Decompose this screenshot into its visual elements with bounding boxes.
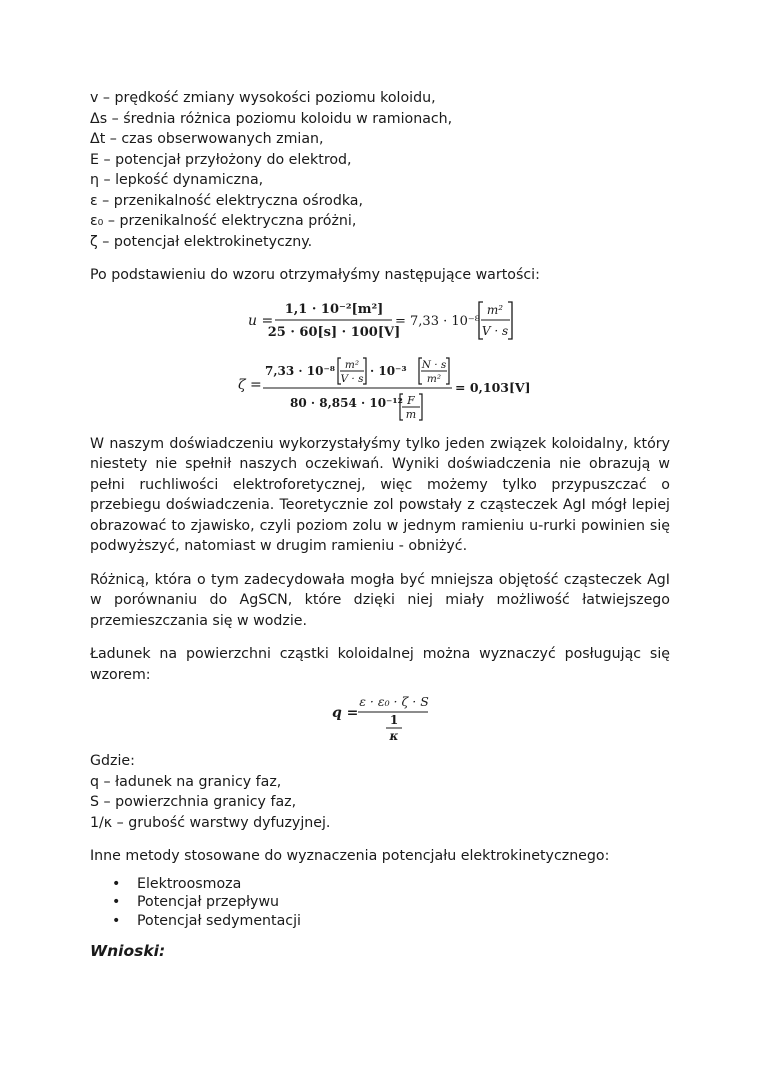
paragraph-difference: Różnicą, która o tym zadecydowała mogła być mniejsza objętość cząsteczek AgI w porównaniu do AgSCN, które dzięki niej miały możliwość łatwiejszego przemieszczania się w wodzie. (90, 571, 670, 629)
legend-item-v: v – prędkość zmiany wysokości poziomu koloidu, (90, 90, 436, 106)
where-title: Gdzie: (90, 753, 135, 769)
eq-zeta-a-unit-den: V · s (340, 372, 364, 385)
equation-zeta-svg (90, 352, 670, 421)
eq-q-lhs: q = (332, 705, 359, 721)
equation-zeta (90, 352, 670, 421)
eq-u-denominator: 25 · 60[s] · 100[V] (267, 324, 401, 340)
eq-zeta-b-unit-num: N · s (421, 358, 447, 371)
legend-item-zeta: ζ – potencjał elektrokinetyczny. (90, 233, 313, 250)
methods-intro: Inne metody stosowane do wyznaczenia potencjału elektrokinetycznego: (90, 848, 610, 864)
methods-list (90, 875, 670, 931)
legend-item-eta: η – lepkość dynamiczna, (90, 172, 264, 188)
eq-zeta-num-b: · 10⁻³ (370, 363, 407, 378)
eq-u-unit-den: V · s (481, 323, 509, 338)
paragraph-charge: Ładunek na powierzchni cząstki koloidalnej można wyznaczyć posługując się wzorem: (90, 646, 670, 683)
eq-zeta-num-a: 7,33 · 10⁻⁸ (265, 363, 336, 378)
eq-q-den-den: κ (389, 729, 399, 743)
legend-item-epsilon: ε – przenikalność elektryczna ośrodka, (90, 192, 364, 209)
intro-formula-text: Po podstawieniu do wzoru otrzymałyśmy następujące wartości: (90, 267, 540, 283)
equation-q (90, 691, 670, 743)
list-item: • Potencjał sedymentacji (90, 912, 670, 931)
eq-u-unit-num: m² (486, 302, 504, 317)
legend-item-delta-t: Δt – czas obserwowanych zmian, (90, 131, 324, 147)
legend-item-delta-s: Δs – średnia różnica poziomu koloidu w ramionach, (90, 110, 453, 127)
where-item-kappa: 1/κ – grubość warstwy dyfuzyjnej. (90, 814, 331, 831)
eq-zeta-denominator: 80 · 8,854 · 10⁻¹² (290, 395, 403, 410)
eq-zeta-den-unit-den: m (405, 407, 417, 421)
where-block (90, 751, 670, 833)
eq-zeta-lhs: ζ = (238, 376, 262, 393)
paragraph-results: W naszym doświadczeniu wykorzystałyśmy tylko jeden związek koloidalny, który niestety nie spełnił naszych oczekiwań. Wyniki doświadczenia nie obrazują w pełni ruchliwości elektroforetycznej, więc możemy tylko przypuszczać o przebiegu doświadczenia. Teoretycznie zol powstały z cząsteczek AgI mógł lepiej obrazować to zjawisko, czyli poziom zolu w jednym ramieniu u-rurki powinien się podwyższyć, natomiast w drugim ramieniu - obniżyć. (90, 435, 670, 554)
eq-zeta-a-unit-num: m² (344, 358, 360, 371)
equation-u-svg (90, 294, 670, 346)
eq-u-lhs: u = (248, 312, 274, 329)
eq-u-numerator: 1,1 · 10⁻²[m²] (284, 301, 384, 317)
eq-q-numerator: ε · ε₀ · ζ · S (359, 694, 429, 709)
list-item: • Potencjał przepływu (90, 893, 670, 912)
eq-u-result: = 7,33 · 10⁻⁸ (395, 313, 480, 329)
eq-zeta-b-unit-den: m² (426, 372, 442, 385)
eq-zeta-den-unit-num: F (407, 393, 415, 407)
legend-list (90, 88, 670, 252)
document-page (90, 88, 670, 962)
conclusions-heading: Wnioski: (90, 942, 166, 960)
equation-u (90, 294, 670, 346)
legend-item-epsilon0: ε₀ – przenikalność elektryczna próżni, (90, 213, 357, 229)
equation-q-svg (90, 691, 670, 743)
list-item: • Elektroosmoza (90, 875, 670, 894)
legend-item-e: E – potencjał przyłożony do elektrod, (90, 151, 352, 168)
where-item-q: q – ładunek na granicy faz, (90, 773, 282, 790)
where-item-s: S – powierzchnia granicy faz, (90, 794, 297, 810)
eq-zeta-result: = 0,103[V] (455, 379, 531, 395)
eq-q-den-num: 1 (389, 713, 399, 727)
